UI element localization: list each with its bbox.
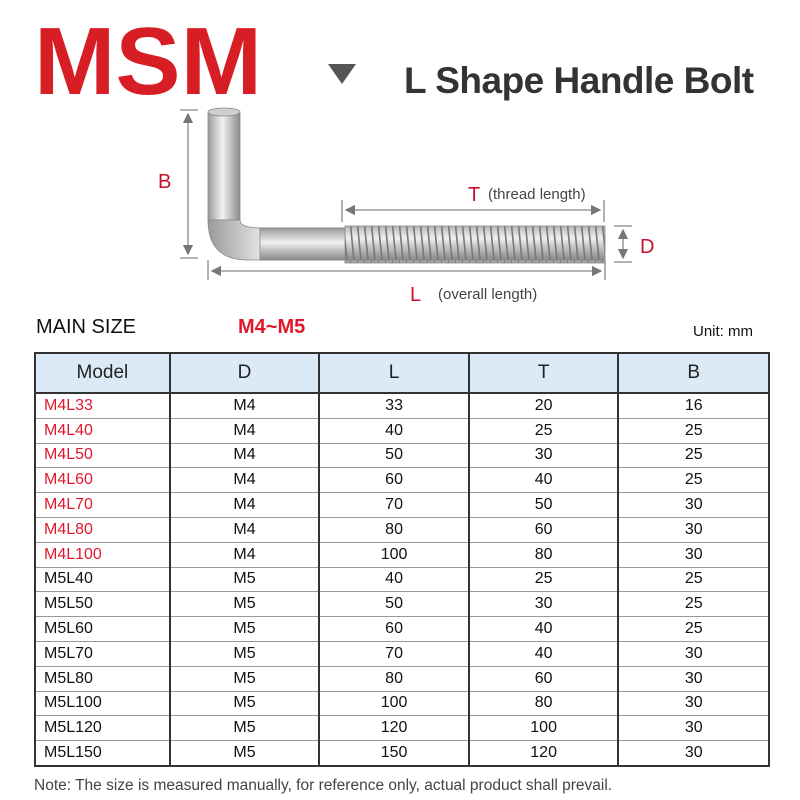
table-row [35,741,769,766]
cell-model: M4L40 [35,418,170,443]
cell-t: 30 [469,443,619,468]
cell-model: M5L50 [35,592,170,617]
cell-t: 30 [469,592,619,617]
cell-l: 150 [319,741,469,766]
cell-t: 80 [469,542,619,567]
cell-b: 30 [618,641,769,666]
cell-d: M4 [170,418,320,443]
cell-b: 25 [618,418,769,443]
cell-d: M4 [170,493,320,518]
cell-l: 60 [319,468,469,493]
cell-b: 30 [618,542,769,567]
cell-l: 70 [319,493,469,518]
cell-d: M5 [170,641,320,666]
triangle-down-icon [328,64,356,84]
page-title: L Shape Handle Bolt [404,60,754,101]
cell-d: M5 [170,567,320,592]
cell-model: M5L120 [35,716,170,741]
table-row [35,641,769,666]
cell-b: 25 [618,592,769,617]
table-row [35,617,769,642]
main-size-label: MAIN SIZE [36,316,137,338]
cell-b: 16 [618,393,769,418]
main-size-range: M4~M5 [238,316,306,338]
cell-b: 25 [618,468,769,493]
label-l: L [410,284,422,306]
brand-logo [34,14,264,104]
table-header-row [35,353,769,393]
table-row [35,468,769,493]
header-model: Model [35,353,170,393]
cell-d: M5 [170,666,320,691]
footnote: Note: The size is measured manually, for reference only, actual product shall prevail. [34,777,613,794]
cell-b: 25 [618,443,769,468]
cell-d: M5 [170,716,320,741]
cell-t: 25 [469,567,619,592]
cell-l: 40 [319,567,469,592]
cell-model: M4L70 [35,493,170,518]
table-row [35,443,769,468]
cell-t: 50 [469,493,619,518]
table-row [35,493,769,518]
cell-l: 50 [319,443,469,468]
cell-b: 25 [618,617,769,642]
cell-t: 100 [469,716,619,741]
cell-l: 40 [319,418,469,443]
cell-d: M4 [170,443,320,468]
cell-model: M5L60 [35,617,170,642]
cell-t: 80 [469,691,619,716]
table-row [35,542,769,567]
cell-b: 30 [618,517,769,542]
cell-b: 30 [618,691,769,716]
cell-b: 30 [618,493,769,518]
cell-d: M4 [170,517,320,542]
cell-t: 40 [469,617,619,642]
cell-b: 30 [618,666,769,691]
label-d: D [640,236,655,258]
table-row [35,592,769,617]
cell-d: M5 [170,592,320,617]
header-b: B [618,353,769,393]
size-table [34,352,770,767]
cell-l: 100 [319,542,469,567]
cell-t: 40 [469,641,619,666]
cell-l: 50 [319,592,469,617]
header-t: T [469,353,619,393]
cell-t: 20 [469,393,619,418]
cell-l: 33 [319,393,469,418]
label-t-desc: (thread length) [488,186,586,203]
cell-b: 30 [618,716,769,741]
cell-model: M4L60 [35,468,170,493]
table-row [35,666,769,691]
cell-t: 40 [469,468,619,493]
cell-l: 80 [319,517,469,542]
cell-l: 60 [319,617,469,642]
cell-model: M4L33 [35,393,170,418]
cell-model: M5L80 [35,666,170,691]
cell-d: M4 [170,468,320,493]
cell-t: 60 [469,666,619,691]
header-l: L [319,353,469,393]
header-d: D [170,353,320,393]
cell-model: M5L40 [35,567,170,592]
cell-d: M5 [170,617,320,642]
cell-model: M5L100 [35,691,170,716]
brand-logo-text: MSM [34,14,262,104]
table-row [35,567,769,592]
cell-l: 70 [319,641,469,666]
cell-d: M5 [170,691,320,716]
table-row [35,716,769,741]
table-row [35,691,769,716]
cell-l: 80 [319,666,469,691]
cell-b: 30 [618,741,769,766]
label-t: T [468,184,481,206]
cell-model: M5L150 [35,741,170,766]
cell-model: M5L70 [35,641,170,666]
cell-b: 25 [618,567,769,592]
cell-t: 120 [469,741,619,766]
cell-model: M4L50 [35,443,170,468]
cell-t: 60 [469,517,619,542]
cell-model: M4L100 [35,542,170,567]
unit-label: Unit: mm [693,323,753,340]
cell-model: M4L80 [35,517,170,542]
label-l-desc: (overall length) [438,286,538,303]
cell-d: M4 [170,542,320,567]
label-b: B [158,171,172,193]
cell-l: 100 [319,691,469,716]
cell-t: 25 [469,418,619,443]
table-row [35,393,769,418]
cell-d: M4 [170,393,320,418]
cell-d: M5 [170,741,320,766]
bolt-diagram [0,100,800,310]
cell-l: 120 [319,716,469,741]
table-row [35,418,769,443]
table-row [35,517,769,542]
